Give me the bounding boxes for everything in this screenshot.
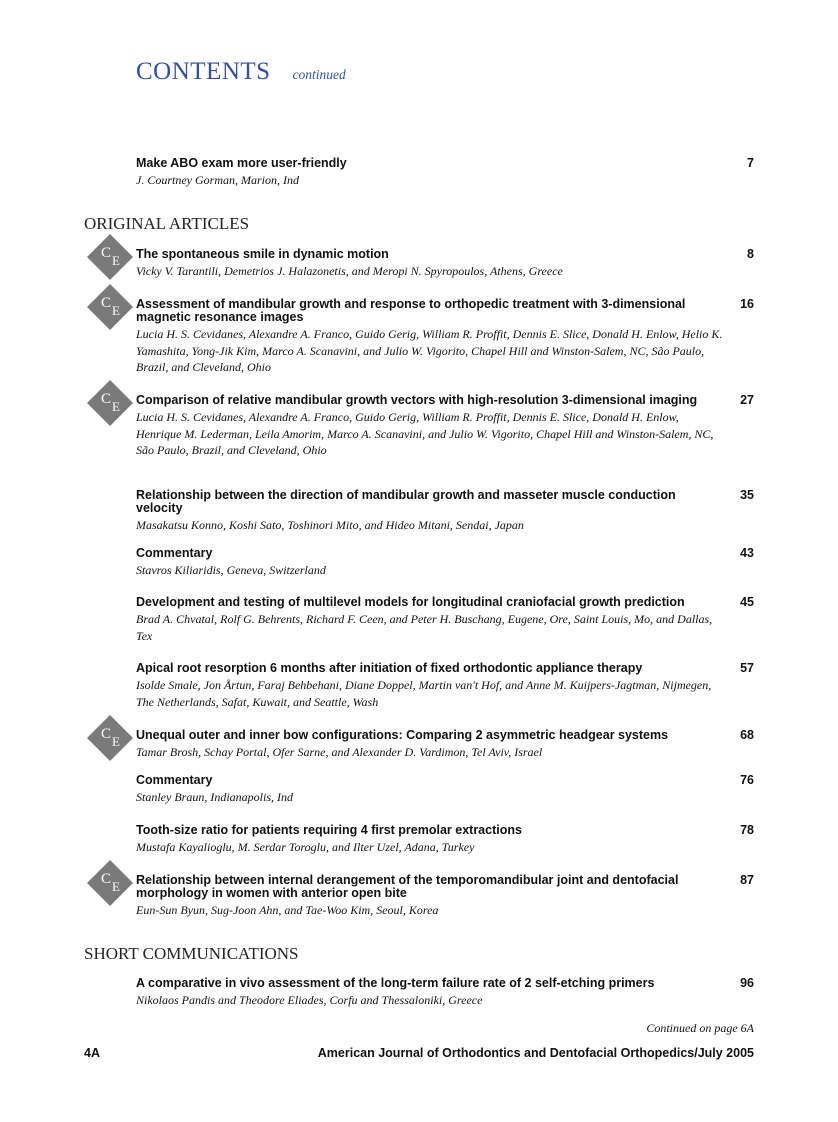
entry-title[interactable]: Commentary (136, 773, 213, 787)
entry-authors: J. Courtney Gorman, Marion, Ind (136, 173, 299, 187)
contents-heading: CONTENTS (136, 58, 271, 85)
toc-entry[interactable] (136, 662, 756, 710)
entry-page-number: 35 (740, 488, 754, 502)
toc-entry[interactable] (101, 726, 756, 761)
footer-page-number: 4A (84, 1046, 100, 1060)
entry-title[interactable]: Development and testing of multilevel models for longitudinal craniofacial growth prediction (136, 595, 685, 609)
entry-authors: Stanley Braun, Indianapolis, Ind (136, 790, 293, 804)
footer-journal-name: American Journal of Orthodontics and Dentofacial Orthopedics/July 2005 (317, 1046, 754, 1060)
entry-authors: Lucia H. S. Cevidanes, Alexandre A. Franco, Guido Gerig, William R. Proffit, Dennis E. Slice, Donald H. Enlow, Henrique M. Lederman, Leila Amorim, Marco A. Scanavini, and Julio W. Vigorito, Chapel Hill and Winston-Salem, NC, São Paulo, Brazil, and Cleveland, Ohio (136, 410, 714, 457)
ce-badge-icon (86, 283, 134, 331)
toc-entry[interactable] (101, 245, 756, 280)
svg-text:C: C (101, 871, 112, 887)
entry-title[interactable]: Apical root resorption 6 months after initiation of fixed orthodontic appliance therapy (136, 661, 643, 675)
entry-page-number: 68 (740, 728, 754, 742)
continued-on-note: Continued on page 6A (646, 1021, 754, 1035)
ce-badge-icon (86, 714, 134, 762)
entry-authors: Stavros Kiliaridis, Geneva, Switzerland (136, 563, 326, 577)
entry-authors: Brad A. Chvatal, Rolf G. Behrents, Richard F. Ceen, and Peter H. Buschang, Eugene, Ore, Saint Louis, Mo, and Dallas, Tex (136, 612, 713, 643)
entry-authors: Lucia H. S. Cevidanes, Alexandre A. Franco, Guido Gerig, William R. Proffit, Dennis E. Slice, Donald H. Enlow, Helio K. Yamashita, Yong-Jik Kim, Marco A. Scanavini, and Julio W. Vigorito, Chapel Hill and Winston-Salem, NC, São Paulo, Brazil, and Cleveland, Ohio (136, 327, 723, 374)
entry-title[interactable]: A comparative in vivo assessment of the long-term failure rate of 2 self-etching primers (136, 976, 655, 990)
entry-title[interactable]: Comparison of relative mandibular growth vectors with high-resolution 3-dimensional imaging (136, 393, 698, 407)
page-title (136, 58, 346, 86)
entry-title[interactable]: Tooth-size ratio for patients requiring 4 first premolar extractions (136, 823, 522, 837)
section-heading-short-communications: SHORT COMMUNICATIONS (84, 944, 299, 963)
entry-page-number: 7 (747, 156, 754, 170)
continued-label: continued (292, 67, 346, 82)
svg-text:E: E (112, 399, 120, 414)
entry-authors: Mustafa Kayalioglu, M. Serdar Toroglu, and Ilter Uzel, Adana, Turkey (136, 840, 475, 854)
entry-page-number: 57 (740, 661, 754, 675)
entry-title[interactable]: Relationship between the direction of mandibular growth and masseter muscle conduction velocity (136, 488, 676, 515)
entry-title[interactable]: Relationship between internal derangement of the temporomandibular joint and dentofacial morphology in women with anterior open bite (136, 873, 679, 900)
ce-badge-icon (86, 379, 134, 427)
section-heading-original-articles: ORIGINAL ARTICLES (84, 214, 250, 233)
svg-text:C: C (101, 391, 112, 407)
entry-authors: Nikolaos Pandis and Theodore Eliades, Corfu and Thessaloniki, Greece (136, 993, 483, 1007)
toc-entry[interactable] (101, 295, 756, 376)
svg-text:C: C (101, 726, 112, 742)
entry-page-number: 87 (740, 873, 754, 887)
svg-text:E: E (112, 734, 120, 749)
entry-page-number: 27 (740, 393, 754, 407)
toc-entry[interactable] (101, 391, 756, 459)
entry-authors: Isolde Smale, Jon Årtun, Faraj Behbehani, Diane Doppel, Martin van't Hof, and Anne M. Kuijpers-Jagtman, Nijmegen, The Netherlands, Safat, Kuwait, and Seattle, Wash (136, 678, 712, 709)
entry-title[interactable]: The spontaneous smile in dynamic motion (136, 247, 389, 261)
entry-title[interactable]: Make ABO exam more user-friendly (136, 156, 347, 170)
ce-badge-icon (86, 233, 134, 281)
toc-entry[interactable] (136, 774, 756, 806)
entry-page-number: 16 (740, 297, 754, 311)
entry-title[interactable]: Commentary (136, 546, 213, 560)
entry-page-number: 96 (740, 976, 754, 990)
entry-authors: Tamar Brosh, Schay Portal, Ofer Sarne, and Alexander D. Vardimon, Tel Aviv, Israel (136, 745, 543, 759)
toc-entry[interactable] (136, 547, 756, 579)
entry-title[interactable]: Assessment of mandibular growth and response to orthopedic treatment with 3-dimensional magnetic resonance images (136, 297, 686, 324)
entry-page-number: 78 (740, 823, 754, 837)
entry-authors: Eun-Sun Byun, Sug-Joon Ahn, and Tae-Woo Kim, Seoul, Korea (136, 903, 439, 917)
toc-entry[interactable] (136, 596, 756, 644)
toc-entry[interactable] (136, 157, 756, 189)
entry-authors: Masakatsu Konno, Koshi Sato, Toshinori Mito, and Hideo Mitani, Sendai, Japan (136, 518, 524, 532)
svg-text:E: E (112, 879, 120, 894)
entry-page-number: 76 (740, 773, 754, 787)
entry-title[interactable]: Unequal outer and inner bow configurations: Comparing 2 asymmetric headgear systems (136, 728, 669, 742)
toc-entry[interactable] (136, 824, 756, 856)
svg-text:C: C (101, 245, 112, 261)
ce-badge-icon (86, 859, 134, 907)
svg-text:E: E (112, 303, 120, 318)
toc-entry[interactable] (136, 489, 756, 534)
entry-authors: Vicky V. Tarantili, Demetrios J. Halazonetis, and Meropi N. Spyropoulos, Athens, Greece (136, 264, 563, 278)
entry-page-number: 8 (747, 247, 754, 261)
svg-text:E: E (112, 253, 120, 268)
page-footer (84, 1046, 754, 1060)
entry-page-number: 43 (740, 546, 754, 560)
toc-entry[interactable] (101, 871, 756, 919)
entry-page-number: 45 (740, 595, 754, 609)
svg-text:C: C (101, 295, 112, 311)
toc-entry[interactable] (136, 977, 756, 1009)
